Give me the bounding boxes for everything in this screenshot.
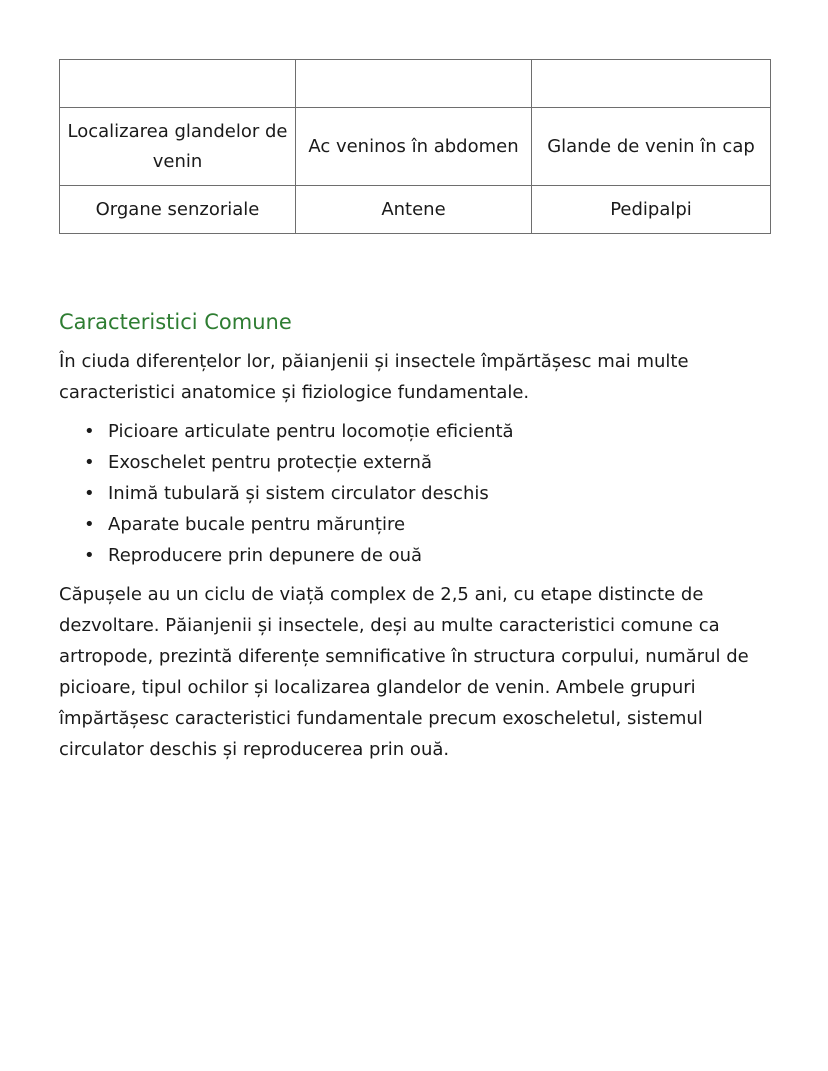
- table-cell: Localizarea glandelor de venin: [60, 108, 296, 186]
- list-item: [84, 540, 770, 571]
- table-cell: Organe senzoriale: [60, 186, 296, 234]
- list-item-text: Inimă tubulară și sistem circulator deschis: [108, 483, 489, 504]
- bullet-icon: •: [84, 452, 95, 473]
- summary-paragraph: Căpușele au un ciclu de viață complex de 2,5 ani, cu etape distincte de dezvoltare. Păianjenii și insectele, deși au multe caracteristici comune ca artropode, prezintă diferențe semnificative în structura corpului, numărul de picioare, tipul ochilor și localizarea glandelor de venin. Ambele grupuri împărtășesc caracteristici fundamentale precum exoscheletul, sistemul circulator deschis și reproducerea prin ouă.: [59, 584, 749, 760]
- list-item-text: Aparate bucale pentru mărunțire: [108, 514, 406, 535]
- list-item: [84, 447, 770, 478]
- list-item-text: Exoschelet pentru protecție externă: [108, 452, 432, 473]
- list-item: [84, 509, 770, 540]
- table-row: [60, 108, 771, 186]
- table-cell: [60, 60, 296, 108]
- list-item-text: Reproducere prin depunere de ouă: [108, 545, 423, 566]
- intro-paragraph: În ciuda diferențelor lor, păianjenii și insectele împărtășesc mai multe caracteristici anatomice și fiziologice fundamentale.: [59, 351, 689, 403]
- document-page: [59, 59, 770, 765]
- list-item: [84, 478, 770, 509]
- bullet-icon: •: [84, 514, 95, 535]
- table-row: [60, 186, 771, 234]
- table-cell: [296, 60, 532, 108]
- table-cell: Ac veninos în abdomen: [296, 108, 532, 186]
- bullet-icon: •: [84, 421, 95, 442]
- comparison-table: [59, 59, 771, 234]
- list-item-text: Picioare articulate pentru locomoție eficientă: [108, 421, 514, 442]
- list-item: [84, 416, 770, 447]
- bullet-icon: •: [84, 545, 95, 566]
- table-cell: Antene: [296, 186, 532, 234]
- table-cell: [532, 60, 771, 108]
- table-cell: Pedipalpi: [532, 186, 771, 234]
- table-cell: Glande de venin în cap: [532, 108, 771, 186]
- table-row: [60, 60, 771, 108]
- bullet-icon: •: [84, 483, 95, 504]
- features-list: [59, 416, 770, 571]
- section-heading: Caracteristici Comune: [59, 310, 292, 334]
